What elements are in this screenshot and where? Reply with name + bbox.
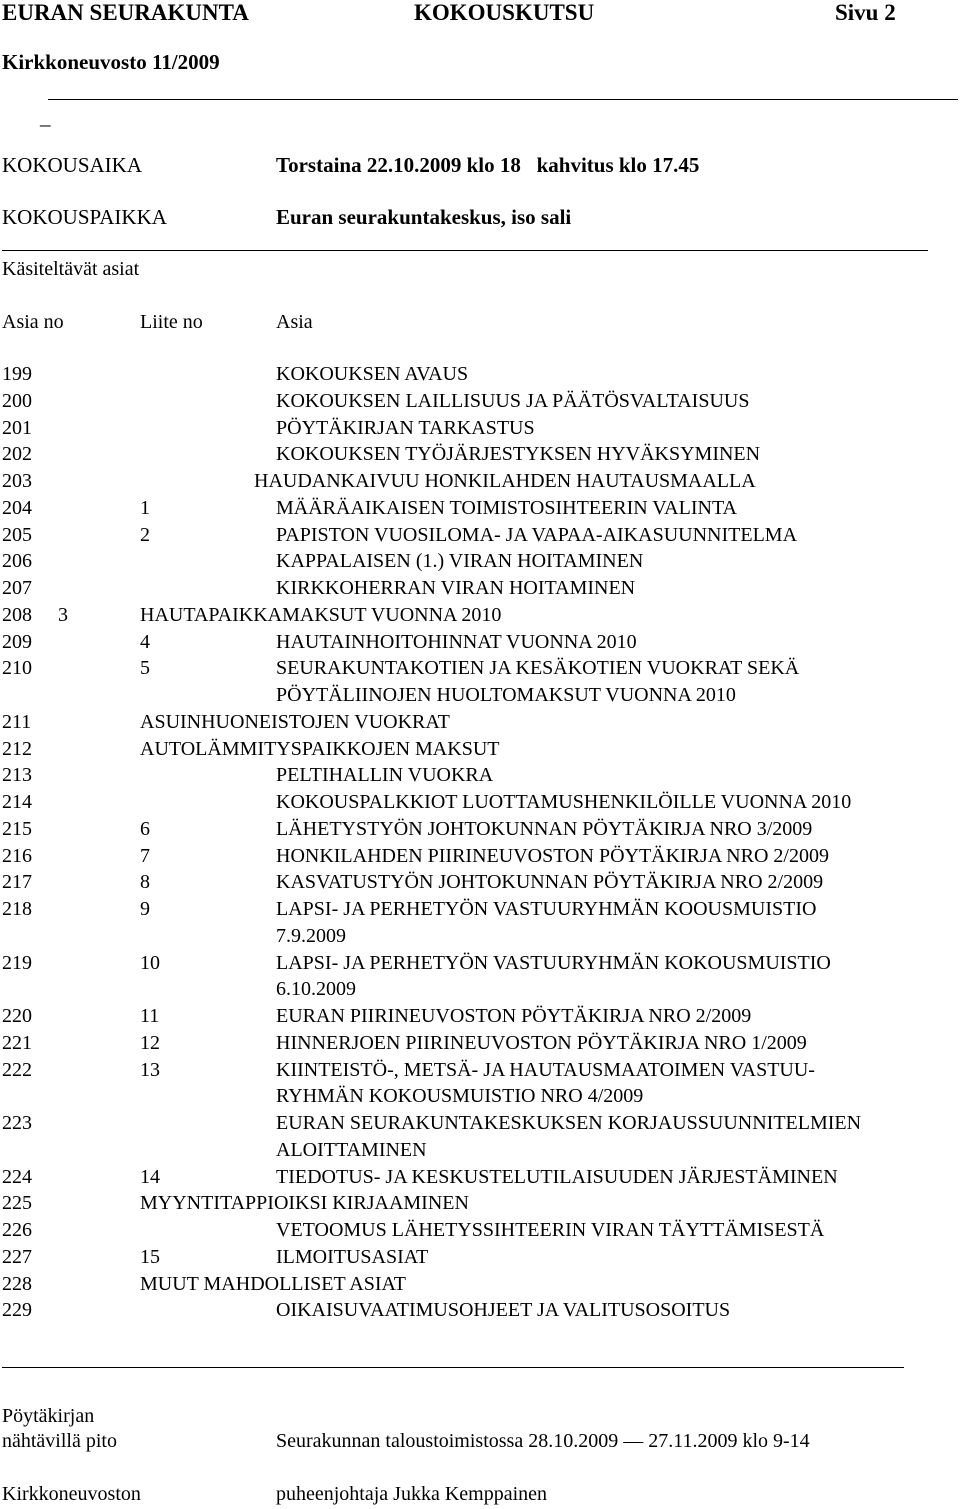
agenda-item-attachment: 13 [140, 1058, 160, 1081]
agenda-item-subject: KOKOUKSEN LAILLISUUS JA PÄÄTÖSVALTAISUUS [276, 389, 750, 412]
agenda-item-number: 229 [2, 1299, 32, 1322]
agenda-item-attachment: 6 [140, 817, 150, 840]
agenda-item-subject: EURAN PIIRINEUVOSTON PÖYTÄKIRJA NRO 2/2009 [276, 1005, 752, 1027]
agenda-item-number: 216 [2, 844, 32, 867]
agenda-item-number: 203 [2, 470, 32, 492]
agenda-item-number: 219 [2, 951, 32, 974]
minutes-label-line2: nähtävillä pito [2, 1430, 117, 1452]
agenda-item-number: 222 [2, 1058, 32, 1081]
agenda-item-subject: PELTIHALLIN VUOKRA [276, 764, 494, 787]
document-type: KOKOUSKUTSU [414, 0, 595, 25]
agenda-item-number: 218 [2, 898, 32, 920]
agenda-item-subject: AUTOLÄMMITYSPAIKKOJEN MAKSUT [140, 737, 500, 760]
agenda-item-subject: KIINTEISTÖ-, METSÄ- JA HAUTAUSMAATOIMEN VASTUU- [276, 1058, 815, 1081]
agenda-item-subject: LAPSI- JA PERHETYÖN VASTUURYHMÄN KOOUSMUISTIO [276, 898, 817, 920]
agenda-item-number: 206 [2, 550, 32, 573]
header-rule [48, 99, 958, 100]
agenda-item-attachment: 8 [140, 871, 150, 894]
agenda-item-number: 209 [2, 630, 32, 653]
board-chair: puheenjohtaja Jukka Kemppainen [276, 1483, 548, 1505]
agenda-item-subject: SEURAKUNTAKOTIEN JA KESÄKOTIEN VUOKRAT SEKÄ [276, 657, 800, 680]
agenda-item-subject: MÄÄRÄAIKAISEN TOIMISTOSIHTEERIN VALINTA [276, 496, 737, 519]
agenda-item-subject: MUUT MAHDOLLISET ASIAT [140, 1272, 406, 1295]
agenda-item-subject-continued: 6.10.2009 [276, 978, 356, 1001]
agenda-item-attachment: 3 [58, 603, 68, 626]
agenda-item-attachment: 14 [140, 1165, 160, 1188]
agenda-item-number: 228 [2, 1272, 32, 1295]
agenda-item-attachment: 12 [140, 1031, 160, 1054]
agenda-item-subject: LAPSI- JA PERHETYÖN VASTUURYHMÄN KOKOUSMUISTIO [276, 951, 831, 974]
agenda-item-subject-continued: ALOITTAMINEN [276, 1138, 427, 1161]
agenda-item-number: 224 [2, 1165, 32, 1188]
agenda-item-number: 220 [2, 1005, 32, 1027]
header-rule-tail: _ [40, 105, 51, 129]
agenda-item-number: 221 [2, 1031, 32, 1054]
agenda-heading: Käsiteltävät asiat [2, 258, 140, 280]
agenda-item-subject: PÖYTÄKIRJAN TARKASTUS [276, 416, 535, 439]
agenda-item-subject: PAPISTON VUOSILOMA- JA VAPAA-AIKASUUNNITELMA [276, 523, 798, 546]
page-number: Sivu 2 [835, 0, 896, 25]
meeting-title: Kirkkoneuvosto 11/2009 [2, 50, 220, 74]
column-header-attachment: Liite no [140, 311, 203, 333]
agenda-item-attachment: 4 [140, 630, 150, 653]
agenda-item-attachment: 2 [140, 523, 150, 546]
column-header-no: Asia no [2, 311, 64, 333]
agenda-item-number: 226 [2, 1219, 32, 1241]
agenda-item-attachment: 7 [140, 844, 150, 867]
agenda-item-number: 223 [2, 1112, 32, 1134]
agenda-item-subject: ILMOITUSASIAT [276, 1245, 429, 1268]
agenda-item-number: 202 [2, 443, 32, 466]
agenda-item-number: 208 [2, 603, 32, 626]
agenda-item-subject: HINNERJOEN PIIRINEUVOSTON PÖYTÄKIRJA NRO 1/2009 [276, 1031, 807, 1054]
agenda-item-subject: LÄHETYSTYÖN JOHTOKUNNAN PÖYTÄKIRJA NRO 3/2009 [276, 817, 813, 840]
agenda-item-number: 200 [2, 389, 32, 412]
agenda-item-subject: KOKOUKSEN TYÖJÄRJESTYKSEN HYVÄKSYMINEN [276, 443, 761, 466]
agenda-item-number: 204 [2, 496, 32, 519]
agenda-item-number: 199 [2, 363, 32, 385]
agenda-item-subject: ASUINHUONEISTOJEN VUOKRAT [140, 710, 450, 733]
agenda-item-subject-continued: PÖYTÄLIINOJEN HUOLTOMAKSUT VUONNA 2010 [276, 684, 736, 706]
agenda-item-attachment: 15 [140, 1245, 160, 1268]
agenda-item-subject: OIKAISUVAATIMUSOHJEET JA VALITUSOSOITUS [276, 1299, 731, 1322]
agenda-item-number: 214 [2, 791, 32, 813]
meeting-place-label: KOKOUSPAIKKA [2, 205, 167, 229]
agenda-item-subject: KOKOUKSEN AVAUS [276, 363, 469, 385]
agenda-item-subject: HAUTAINHOITOHINNAT VUONNA 2010 [276, 630, 637, 653]
agenda-item-number: 225 [2, 1192, 32, 1215]
agenda-item-subject: HAUDANKAIVUU HONKILAHDEN HAUTAUSMAALLA [254, 470, 756, 492]
agenda-item-attachment: 1 [140, 496, 150, 519]
minutes-label-line1: Pöytäkirjan [2, 1405, 95, 1427]
agenda-item-subject: EURAN SEURAKUNTAKESKUKSEN KORJAUSSUUNNITELMIEN [276, 1112, 862, 1134]
board-label: Kirkkoneuvoston [2, 1483, 141, 1505]
agenda-item-subject: KAPPALAISEN (1.) VIRAN HOITAMINEN [276, 550, 644, 573]
meeting-time-label: KOKOUSAIKA [2, 153, 142, 177]
agenda-item-subject: HONKILAHDEN PIIRINEUVOSTON PÖYTÄKIRJA NRO 2/2009 [276, 844, 829, 867]
footer-rule [2, 1367, 904, 1368]
agenda-item-number: 210 [2, 657, 32, 680]
meeting-time-value: Torstaina 22.10.2009 klo 18 kahvitus klo 17.45 [276, 153, 700, 177]
agenda-item-number: 205 [2, 523, 32, 546]
agenda-item-number: 207 [2, 577, 32, 599]
agenda-item-number: 201 [2, 416, 32, 439]
column-header-subject: Asia [276, 311, 313, 333]
agenda-item-subject: KOKOUSPALKKIOT LUOTTAMUSHENKILÖILLE VUONNA 2010 [276, 791, 852, 813]
agenda-item-number: 217 [2, 871, 32, 894]
agenda-item-attachment: 11 [140, 1005, 160, 1027]
agenda-item-attachment: 10 [140, 951, 160, 974]
agenda-item-subject: HAUTAPAIKKAMAKSUT VUONNA 2010 [140, 603, 502, 626]
agenda-item-number: 215 [2, 817, 32, 840]
agenda-item-subject: VETOOMUS LÄHETYSSIHTEERIN VIRAN TÄYTTÄMISESTÄ [276, 1219, 825, 1241]
info-rule [2, 250, 928, 251]
agenda-item-subject-continued: RYHMÄN KOKOUSMUISTIO NRO 4/2009 [276, 1085, 644, 1108]
meeting-place-value: Euran seurakuntakeskus, iso sali [276, 205, 572, 229]
agenda-item-subject: KASVATUSTYÖN JOHTOKUNNAN PÖYTÄKIRJA NRO 2/2009 [276, 871, 824, 894]
agenda-item-number: 213 [2, 764, 32, 787]
agenda-item-number: 211 [2, 710, 32, 733]
agenda-item-subject-continued: 7.9.2009 [276, 924, 346, 947]
agenda-item-number: 212 [2, 737, 32, 760]
agenda-item-attachment: 5 [140, 657, 150, 680]
agenda-item-subject: KIRKKOHERRAN VIRAN HOITAMINEN [276, 577, 636, 599]
agenda-item-attachment: 9 [140, 898, 150, 920]
minutes-availability: Seurakunnan taloustoimistossa 28.10.2009 — 27.11.2009 klo 9-14 [276, 1430, 810, 1452]
agenda-item-number: 227 [2, 1245, 32, 1268]
agenda-item-subject: TIEDOTUS- JA KESKUSTELUTILAISUUDEN JÄRJESTÄMINEN [276, 1165, 838, 1188]
agenda-item-subject: MYYNTITAPPIOIKSI KIRJAAMINEN [140, 1192, 469, 1215]
organization-name: EURAN SEURAKUNTA [2, 0, 249, 25]
